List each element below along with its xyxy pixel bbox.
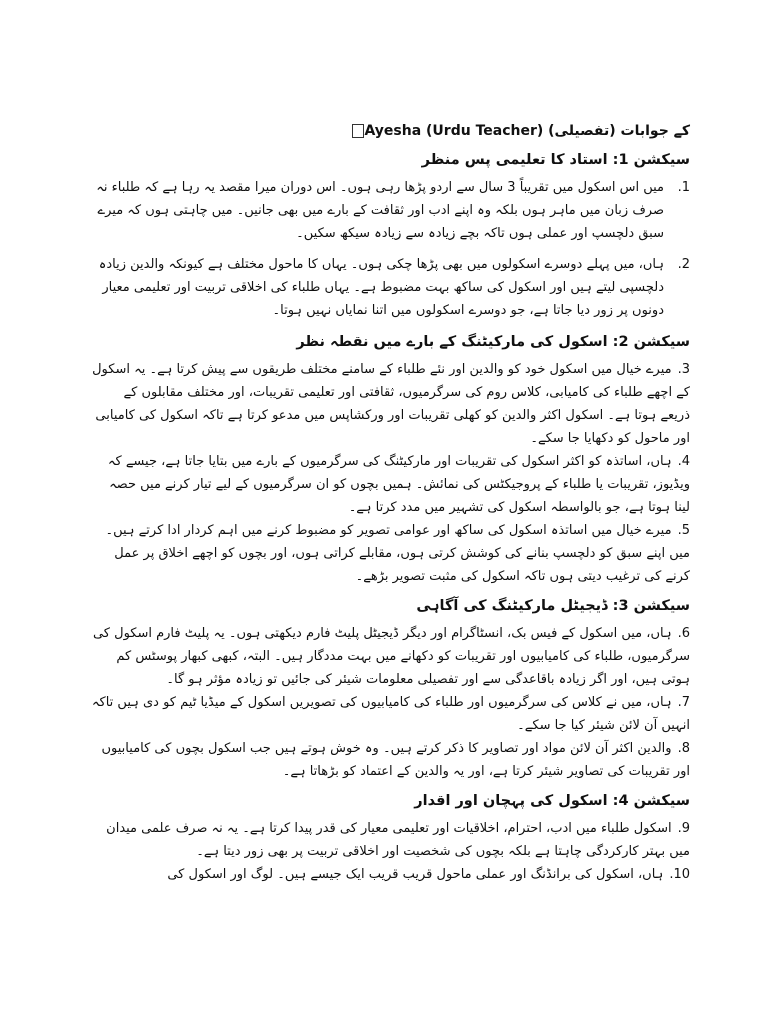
item-text: اسکول طلباء میں ادب، احترام، اخلاقیات اور تعلیمی معیار کی قدر پیدا کرتا ہے۔ یہ نہ صرف علمی میدان میں بہتر کارکردگی چاہتا ہے بلکہ بچوں کی شخصیت اور اخلاقی تربیت پر بھی زور دیتا ہے۔ bbox=[106, 821, 690, 859]
item-number: 3. bbox=[677, 362, 690, 377]
item-number: 5. bbox=[677, 523, 690, 538]
item-text: ہاں، میں نے کلاس کی سرگرمیوں اور طلباء کی کامیابیوں کی تصویریں اسکول کے میڈیا ٹیم کو دی ہیں تاکہ انہیں آن لائن شیئر کیا جا سکے۔ bbox=[91, 695, 690, 733]
section-heading-2: سیکشن 2: اسکول کی مارکیٹنگ کے بارے میں نقطہ نظر bbox=[296, 334, 690, 350]
item-text: والدین اکثر آن لائن مواد اور تصاویر کا ذکر کرتے ہیں۔ وہ خوش ہوتے ہیں جب اسکول بچوں کی کامیابیوں اور تقریبات کی تصاویر شیئر کرتا ہے، اور یہ والدین کے اعتماد کو بڑھاتا ہے۔ bbox=[101, 741, 690, 779]
list-item-5 bbox=[90, 519, 690, 588]
item-number: 2. bbox=[677, 257, 690, 272]
page-title bbox=[90, 120, 690, 142]
item-number: 1. bbox=[677, 180, 690, 195]
item-number: 6. bbox=[677, 626, 690, 641]
missing-glyph-icon bbox=[352, 124, 364, 138]
document-body bbox=[90, 120, 690, 886]
title-text: کے جوابات (تفصیلی) Ayesha (Urdu Teacher) bbox=[364, 123, 690, 139]
item-text: ہاں، میں پہلے دوسرے اسکولوں میں بھی پڑھا چکی ہوں۔ یہاں کا ماحول مختلف ہے کیونکہ والدین زیادہ دلچسپی لیتے ہیں اور اسکول کی ساکھ بہت مضبوط ہے۔ یہاں طلباء کی اخلاقی تربیت اور تعلیمی معیار دونوں پر زور دیا جاتا ہے، جو دوسرے اسکولوں میں اتنا نمایاں نہیں ہوتا۔ bbox=[98, 257, 664, 318]
item-text: ہاں، اسکول کی برانڈنگ اور عملی ماحول قریب قریب ایک جیسے ہیں۔ لوگ اور اسکول کی bbox=[167, 867, 664, 882]
list-item-1 bbox=[90, 176, 690, 245]
item-number: 10. bbox=[669, 867, 690, 882]
item-text: میرے خیال میں اساتذہ اسکول کی ساکھ اور عوامی تصویر کو مضبوط کرنے میں اہم کردار ادا کرتے ہیں۔ میں اپنے سبق کو دلچسپ بنانے کی کوشش کرتی ہوں، مقابلے کراتی ہوں، اور بچوں کو اچھے اخلاق پر عمل کرنے کی ترغیب دیتی ہوں تاکہ اسکول کی مثبت تصویر بڑھے۔ bbox=[105, 523, 690, 584]
item-number: 9. bbox=[677, 821, 690, 836]
list-item-2 bbox=[90, 253, 690, 322]
list-item-4 bbox=[90, 450, 690, 519]
list-item-6 bbox=[90, 622, 690, 691]
section-heading-3: سیکشن 3: ڈیجیٹل مارکیٹنگ کی آگاہی bbox=[416, 598, 690, 614]
item-text: میرے خیال میں اسکول خود کو والدین اور نئے طلباء کے سامنے مختلف طریقوں سے پیش کرتا ہے۔ یہ اسکول کے اچھے طلباء کی کامیابی، کلاس روم کی سرگرمیوں، ثقافتی اور تعلیمی تقریبات، اور مختلف مقابلوں کے ذریعے ہوتا ہے۔ اسکول اکثر والدین کو کھلی تقریبات اور ورکشاپس میں مدعو کرتا ہے تاکہ اسکول کی کامیابی اور ماحول کو دکھایا جا سکے۔ bbox=[92, 362, 690, 446]
list-item-7 bbox=[90, 691, 690, 737]
list-item-10 bbox=[90, 863, 690, 886]
item-text: ہاں، اساتذہ کو اکثر اسکول کی تقریبات اور مارکیٹنگ کی سرگرمیوں کے بارے میں بتایا جاتا ہے، جیسے کہ ویڈیوز، تقریبات یا طلباء کے پروجیکٹس کی نمائش۔ ہمیں بچوں کو ان سرگرمیوں کے لیے تیار کرنے میں حصہ لینا ہوتا ہے، جو بالواسطہ اسکول کی تشہیر میں مدد کرتا ہے۔ bbox=[107, 454, 690, 515]
item-number: 4. bbox=[677, 454, 690, 469]
item-number: 7. bbox=[677, 695, 690, 710]
item-number: 8. bbox=[677, 741, 690, 756]
section-heading-4: سیکشن 4: اسکول کی پہچان اور اقدار bbox=[414, 793, 690, 809]
section-heading-1: سیکشن 1: استاد کا تعلیمی پس منظر bbox=[421, 152, 690, 168]
item-text: ہاں، میں اسکول کے فیس بک، انسٹاگرام اور دیگر ڈیجیٹل پلیٹ فارم دیکھتی ہوں۔ یہ پلیٹ فارم اسکول کی سرگرمیوں، طلباء کی کامیابیوں اور تقریبات کو دکھانے میں بہت مددگار ہیں۔ البتہ، کبھی کبھار پوسٹس کم ہوتی ہیں، اور اگر زیادہ باقاعدگی سے اور تفصیلی معلومات شیئر کی جائیں تو زیادہ مؤثر ہو گا۔ bbox=[92, 626, 690, 687]
list-item-9 bbox=[90, 817, 690, 863]
item-text: میں اس اسکول میں تقریباً 3 سال سے اردو پڑھا رہی ہوں۔ اس دوران میرا مقصد یہ رہا ہے کہ طلباء نہ صرف زبان میں ماہر ہوں بلکہ وہ اپنے ادب اور ثقافت کے بارے میں بھی جانیں۔ میں چاہتی ہوں کہ میرے سبق دلچسپ اور عملی ہوں تاکہ بچے زیادہ سے زیادہ سیکھ سکیں۔ bbox=[96, 180, 664, 241]
list-item-8 bbox=[90, 737, 690, 783]
list-item-3 bbox=[90, 358, 690, 450]
